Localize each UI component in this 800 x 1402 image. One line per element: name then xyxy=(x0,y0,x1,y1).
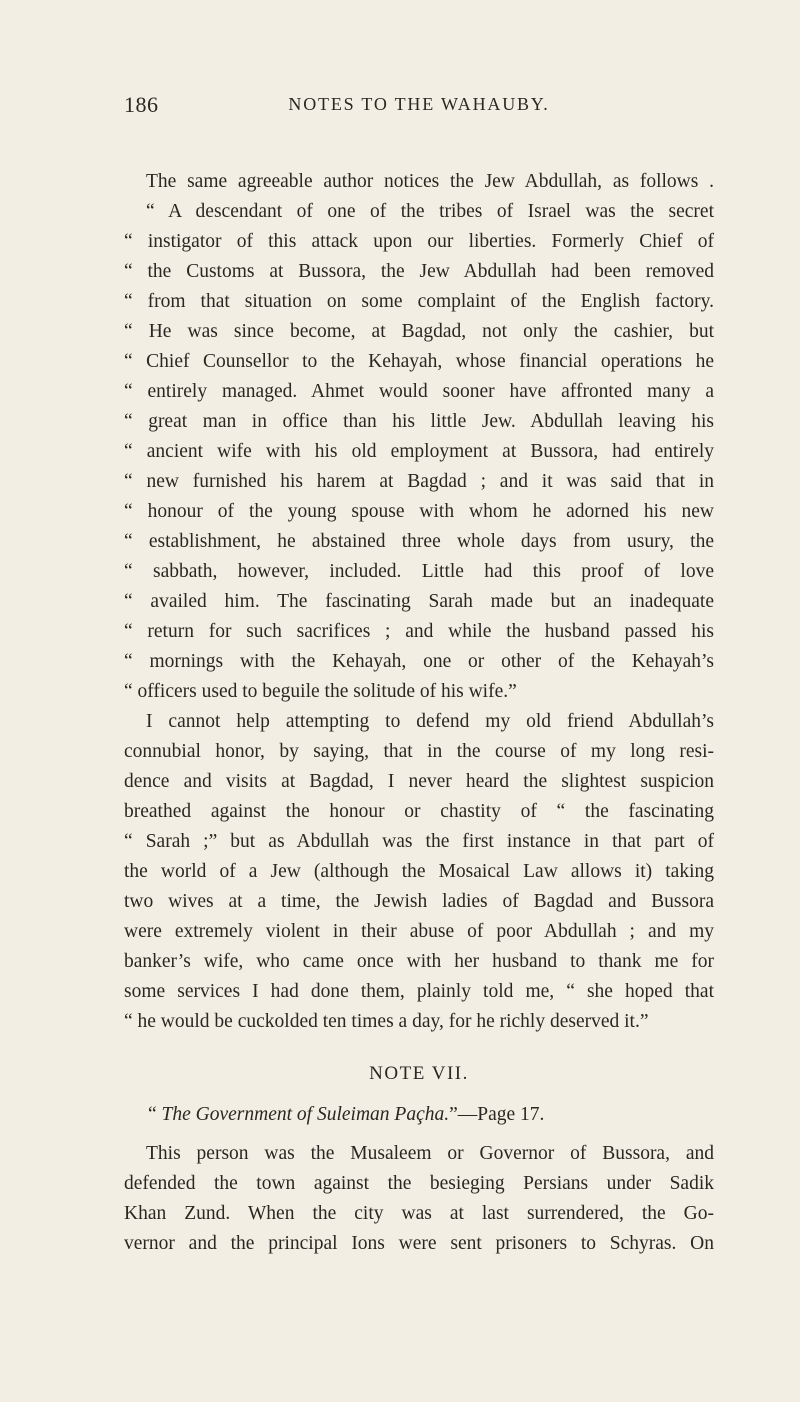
text-line: breathed against the honour or chastity of “ the fascinating xyxy=(124,801,714,822)
text-line: “ new furnished his harem at Bagdad ; and it was said that in xyxy=(124,471,714,492)
text-line: “ entirely managed. Ahmet would sooner have affronted many a xyxy=(124,381,714,402)
text-block xyxy=(124,167,714,1259)
paragraph-quoted-passage xyxy=(124,167,714,707)
text-line: two wives at a time, the Jewish ladies of Bagdad and Bussora xyxy=(124,891,714,912)
text-line: “ from that situation on some complaint of the English factory. xyxy=(124,291,714,312)
citation-title: The Government of Suleiman Paçha. xyxy=(161,1104,450,1125)
text-line: I cannot help attempting to defend my old friend Abdullah’s xyxy=(146,711,714,732)
text-line: “ mornings with the Kehayah, one or other of the Kehayah’s xyxy=(124,651,714,672)
text-line: the world of a Jew (although the Mosaical Law allows it) taking xyxy=(124,861,714,882)
text-line: “ officers used to beguile the solitude of his wife.” xyxy=(124,681,517,702)
text-line: “ he would be cuckolded ten times a day, for he richly deserved it.” xyxy=(124,1011,649,1032)
text-line: “ honour of the young spouse with whom he adorned his new xyxy=(124,501,714,522)
text-line: “ ancient wife with his old employment at Bussora, had entirely xyxy=(124,441,714,462)
text-line: This person was the Musaleem or Governor of Bussora, and xyxy=(146,1143,714,1164)
text-line: “ A descendant of one of the tribes of Israel was the secret xyxy=(146,201,714,222)
page-number: 186 xyxy=(124,92,159,117)
citation-page-ref: ”—Page 17. xyxy=(449,1104,545,1125)
text-line: some services I had done them, plainly told me, “ she hoped that xyxy=(124,981,714,1002)
text-line: defended the town against the besieging Persians under Sadik xyxy=(124,1173,714,1194)
text-line: “ establishment, he abstained three whole days from usury, the xyxy=(124,531,714,552)
text-line: were extremely violent in their abuse of poor Abdullah ; and my xyxy=(124,921,714,942)
text-line: “ sabbath, however, included. Little had this proof of love xyxy=(124,561,714,582)
citation-open-quote: “ xyxy=(148,1104,162,1125)
text-line: “ return for such sacrifices ; and while the husband passed his xyxy=(124,621,714,642)
text-line: The same agreeable author notices the Jew Abdullah, as follows . xyxy=(146,171,714,192)
text-line: “ He was since become, at Bagdad, not only the cashier, but xyxy=(124,321,714,342)
paragraph-defense xyxy=(124,707,714,1037)
text-line: “ Sarah ;” but as Abdullah was the first instance in that part of xyxy=(124,831,714,852)
text-line: “ availed him. The fascinating Sarah made but an inadequate xyxy=(124,591,714,612)
text-line: “ the Customs at Bussora, the Jew Abdullah had been removed xyxy=(124,261,714,282)
text-line: banker’s wife, who came once with her husband to thank me for xyxy=(124,951,714,972)
text-line: “ great man in office than his little Jew. Abdullah leaving his xyxy=(124,411,714,432)
text-line: “ Chief Counsellor to the Kehayah, whose financial operations he xyxy=(124,351,714,372)
note-heading: NOTE VII. xyxy=(369,1063,469,1084)
running-title: NOTES TO THE WAHAUBY. xyxy=(288,94,550,114)
text-line: “ instigator of this attack upon our liberties. Formerly Chief of xyxy=(124,231,714,252)
text-line: Khan Zund. When the city was at last surrendered, the Go- xyxy=(124,1203,714,1224)
text-line: dence and visits at Bagdad, I never heard the slightest suspicion xyxy=(124,771,714,792)
text-line: vernor and the principal Ions were sent prisoners to Schyras. On xyxy=(124,1233,714,1254)
running-head xyxy=(124,84,714,124)
paragraph-note-body xyxy=(124,1139,714,1259)
note-citation xyxy=(124,1095,714,1139)
text-line: connubial honor, by saying, that in the course of my long resi- xyxy=(124,741,714,762)
